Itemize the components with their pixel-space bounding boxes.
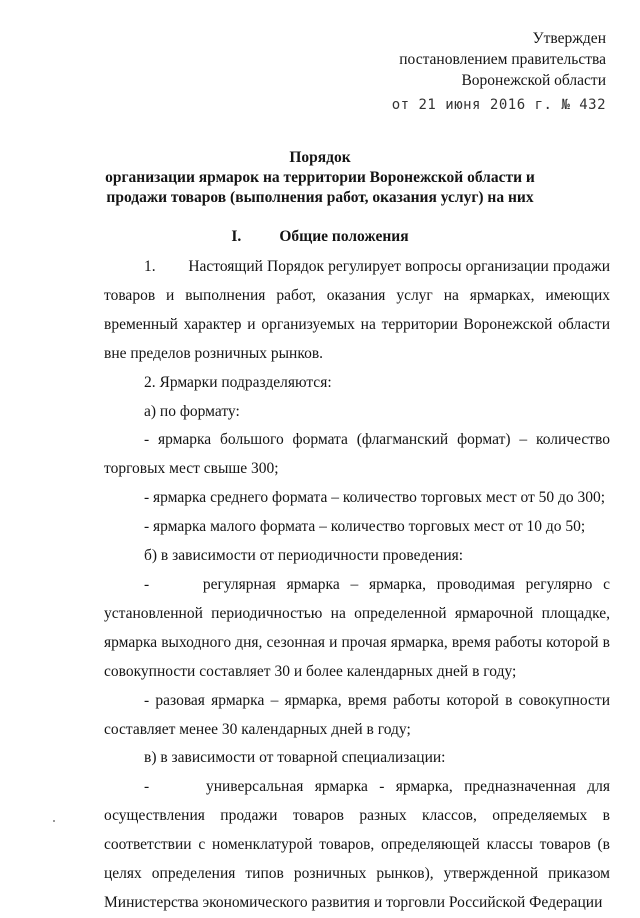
paragraph-5: - ярмарка среднего формата – количество торговых мест от 50 до 300; [144,489,606,507]
approval-block [392,28,606,116]
title-line-2: организации ярмарок на территории Воронежской области и [105,169,535,186]
scan-speck [53,820,55,822]
paragraph-8: - регулярная ярмарка – ярмарка, проводимая регулярно с установленной периодичностью на определенной ярмарочной площадке, ярмарка выходного дня, сезонная и прочая ярмарка, время работы которой в совокупности составляет 30 и более календарных дней в году; [104,575,610,680]
section-title: Общие положения [279,228,409,245]
paragraph-7: б) в зависимости от периодичности проведения: [144,547,464,565]
approval-date-stamp: от 21 июня 2016 г. № 432 [391,97,606,113]
paragraph-9: - разовая ярмарка – ярмарка, время работы которой в совокупности составляет менее 30 календарных дней в году; [104,691,610,738]
paragraph-3: а) по формату: [144,402,240,420]
document-body [104,253,610,918]
paragraph-1: 1. Настоящий Порядок регулирует вопросы организации продажи товаров и выполнения работ, оказания услуг на ярмарках, имеющих временный характер и организуемых на территории Воронежской области вне пределов розничных рынков. [104,258,610,362]
document-title [100,148,540,208]
paragraph-4: - ярмарка большого формата (флагманский формат) – количество торговых мест свыше 300; [104,431,610,478]
paragraph-11: - универсальная ярмарка - ярмарка, предназначенная для осуществления продажи товаров разных классов, определяемых в соответствии с номенклатурой товаров, определяющей классы товаров (в целях определения типов розничных рынков), утвержденной приказом Министерства экономического развития и торговли Российской Федерации [104,778,610,911]
section-number: I. [231,228,242,245]
section-heading [0,228,640,246]
paragraph-10: в) в зависимости от товарной специализации: [144,749,446,767]
paragraph-6: - ярмарка малого формата – количество торговых мест от 10 до 50; [144,518,586,536]
approval-line-2: постановлением правительства [399,51,606,68]
approval-line-3: Воронежской области [461,72,606,89]
title-line-1: Порядок [289,149,351,166]
paragraph-2: 2. Ярмарки подразделяются: [144,373,332,391]
title-line-3: продажи товаров (выполнения работ, оказания услуг) на них [106,189,534,206]
approval-line-1: Утвержден [532,30,606,47]
